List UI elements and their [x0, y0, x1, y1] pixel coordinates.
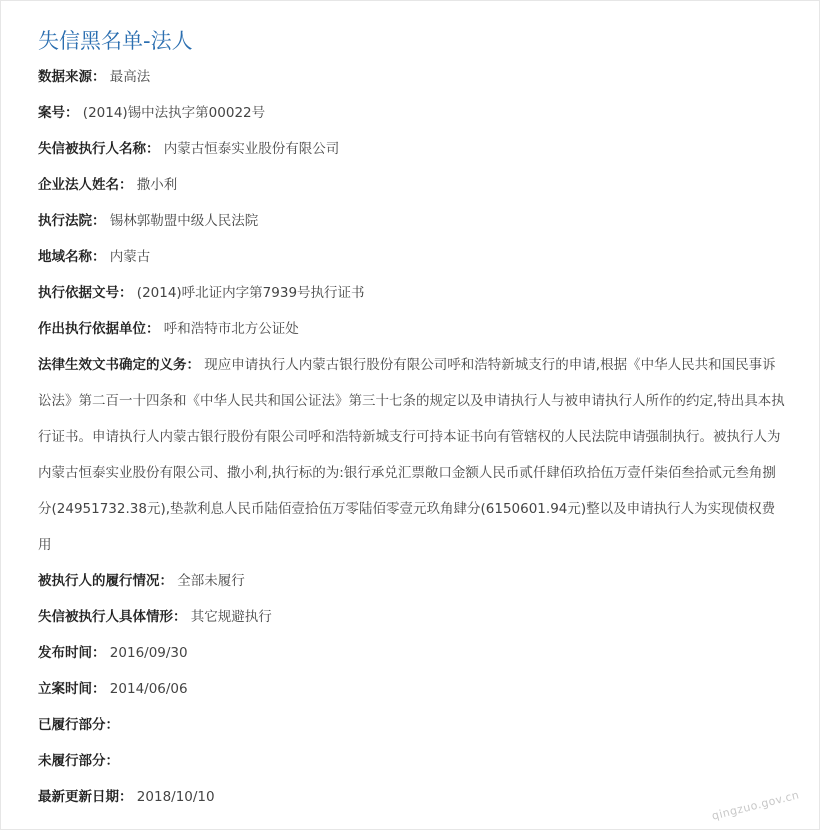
field-court: [38, 203, 788, 239]
field-value: (2014)锡中法执字第00022号: [82, 105, 266, 121]
field-basis-doc-number: [38, 275, 788, 311]
field-value: 呼和浩特市北方公证处: [163, 321, 299, 337]
field-label: 失信被执行人具体情形：: [38, 609, 187, 625]
field-label: 被执行人的履行情况：: [38, 573, 173, 589]
field-data-source: [38, 59, 788, 95]
field-debtor-name: [38, 131, 788, 167]
field-label: 失信被执行人名称：: [38, 141, 160, 157]
field-label: 已履行部分：: [38, 717, 119, 733]
field-value: 锡林郭勒盟中级人民法院: [109, 213, 259, 229]
field-label: 立案时间：: [38, 681, 106, 697]
field-dishonesty-situation: [38, 599, 788, 635]
field-label: 作出执行依据单位：: [38, 321, 160, 337]
field-legal-rep: [38, 167, 788, 203]
field-region: [38, 239, 788, 275]
field-label: 数据来源：: [38, 69, 106, 85]
field-value: 内蒙古恒泰实业股份有限公司: [163, 141, 340, 157]
field-unperformed-part: [38, 743, 788, 779]
site-watermark: qingzuo.gov.cn: [710, 788, 801, 823]
field-last-updated: [38, 779, 788, 815]
field-obligation: [38, 347, 788, 563]
field-case-number: [38, 95, 788, 131]
field-performance-status: [38, 563, 788, 599]
field-value: 2016/09/30: [109, 645, 188, 661]
field-label: 案号：: [38, 105, 79, 121]
field-value: 撒小利: [136, 177, 178, 193]
field-basis-issuer: [38, 311, 788, 347]
field-performed-part: [38, 707, 788, 743]
field-label: 地域名称：: [38, 249, 106, 265]
field-value: 现应申请执行人内蒙古银行股份有限公司呼和浩特新城支行的申请,根据《中华人民共和国民事诉讼法》第二百一十四条和《中华人民共和国公证法》第三十七条的规定以及申请执行人与被申请执行人所作的约定,特出具本执行证书。申请执行人内蒙古银行股份有限公司呼和浩特新城支行可持本证书向有管辖权的人民法院申请强制执行。被执行人为内蒙古恒泰实业股份有限公司、撒小利,执行标的为:银行承兑汇票敞口金额人民币贰仟肆佰玖拾伍万壹仟柒佰叁拾贰元叁角捌分(24951732.38元),垫款利息人民币陆佰壹拾伍万零陆佰零壹元玖角肆分(6150601.94元)整以及申请执行人为实现债权费用: [38, 357, 785, 553]
field-value: 内蒙古: [109, 249, 151, 265]
field-value: 其它规避执行: [190, 609, 272, 625]
field-label: 执行法院：: [38, 213, 106, 229]
field-label: 未履行部分：: [38, 753, 119, 769]
field-label: 企业法人姓名：: [38, 177, 133, 193]
field-label: 执行依据文号：: [38, 285, 133, 301]
field-value: 全部未履行: [177, 573, 245, 589]
field-publish-date: [38, 635, 788, 671]
field-value: 2014/06/06: [109, 681, 188, 697]
field-value: 最高法: [109, 69, 151, 85]
field-label: 最新更新日期：: [38, 789, 133, 805]
field-label: 法律生效文书确定的义务：: [38, 357, 200, 373]
page-title: 失信黑名单-法人: [38, 29, 193, 53]
field-filing-date: [38, 671, 788, 707]
field-value: (2014)呼北证内字第7939号执行证书: [136, 285, 365, 301]
record-details: [38, 59, 788, 815]
field-label: 发布时间：: [38, 645, 106, 661]
field-value: 2018/10/10: [136, 789, 215, 805]
